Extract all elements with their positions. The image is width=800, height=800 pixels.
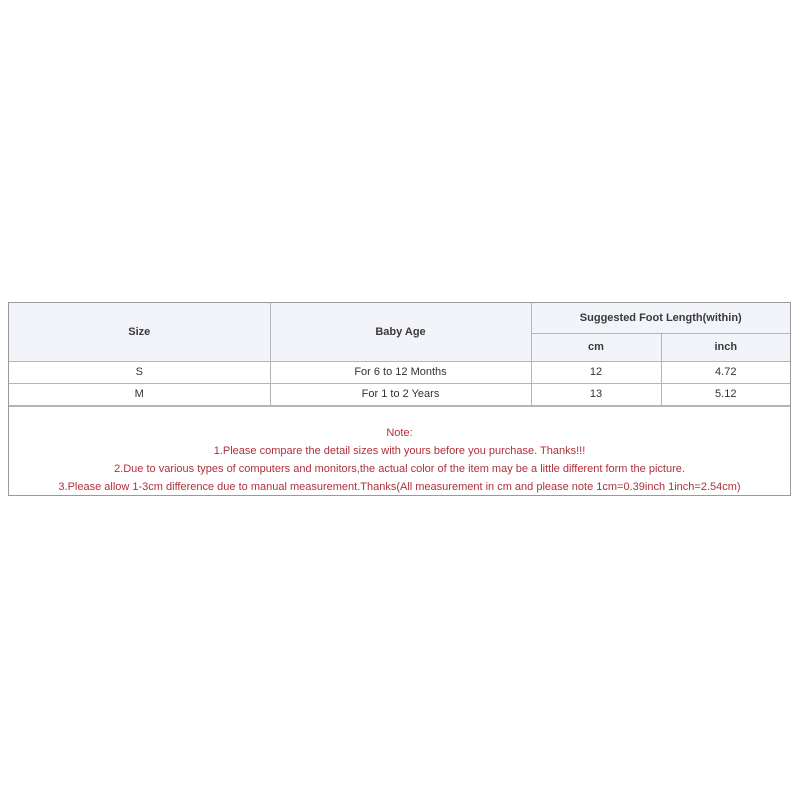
cell-inch: 5.12 [661,383,790,405]
note-line: 1.Please compare the detail sizes with yours before you purchase. Thanks!!! [213,444,586,457]
header-inch: inch [661,333,790,361]
header-baby-age: Baby Age [270,303,531,361]
notes-section [9,406,790,496]
size-table [9,303,790,406]
cell-age: For 1 to 2 Years [270,383,531,405]
header-foot-length: Suggested Foot Length(within) [531,303,790,333]
note-line: 3.Please allow 1-3cm difference due to manual measurement.Thanks(All measurement in cm and please note 1cm=0.39inch 1inch=2.54cm) [58,480,741,493]
table-row [9,383,790,405]
note-title: Note: [386,426,413,439]
cell-age: For 6 to 12 Months [270,361,531,383]
cell-inch: 4.72 [661,361,790,383]
header-row [9,303,790,333]
header-size: Size [9,303,270,361]
table-row [9,361,790,383]
cell-cm: 13 [531,383,661,405]
note-line: 2.Due to various types of computers and monitors,the actual color of the item may be a little different form the picture. [114,462,685,475]
header-cm: cm [531,333,661,361]
cell-size: S [9,361,270,383]
cell-cm: 12 [531,361,661,383]
cell-size: M [9,383,270,405]
size-chart [8,302,791,496]
